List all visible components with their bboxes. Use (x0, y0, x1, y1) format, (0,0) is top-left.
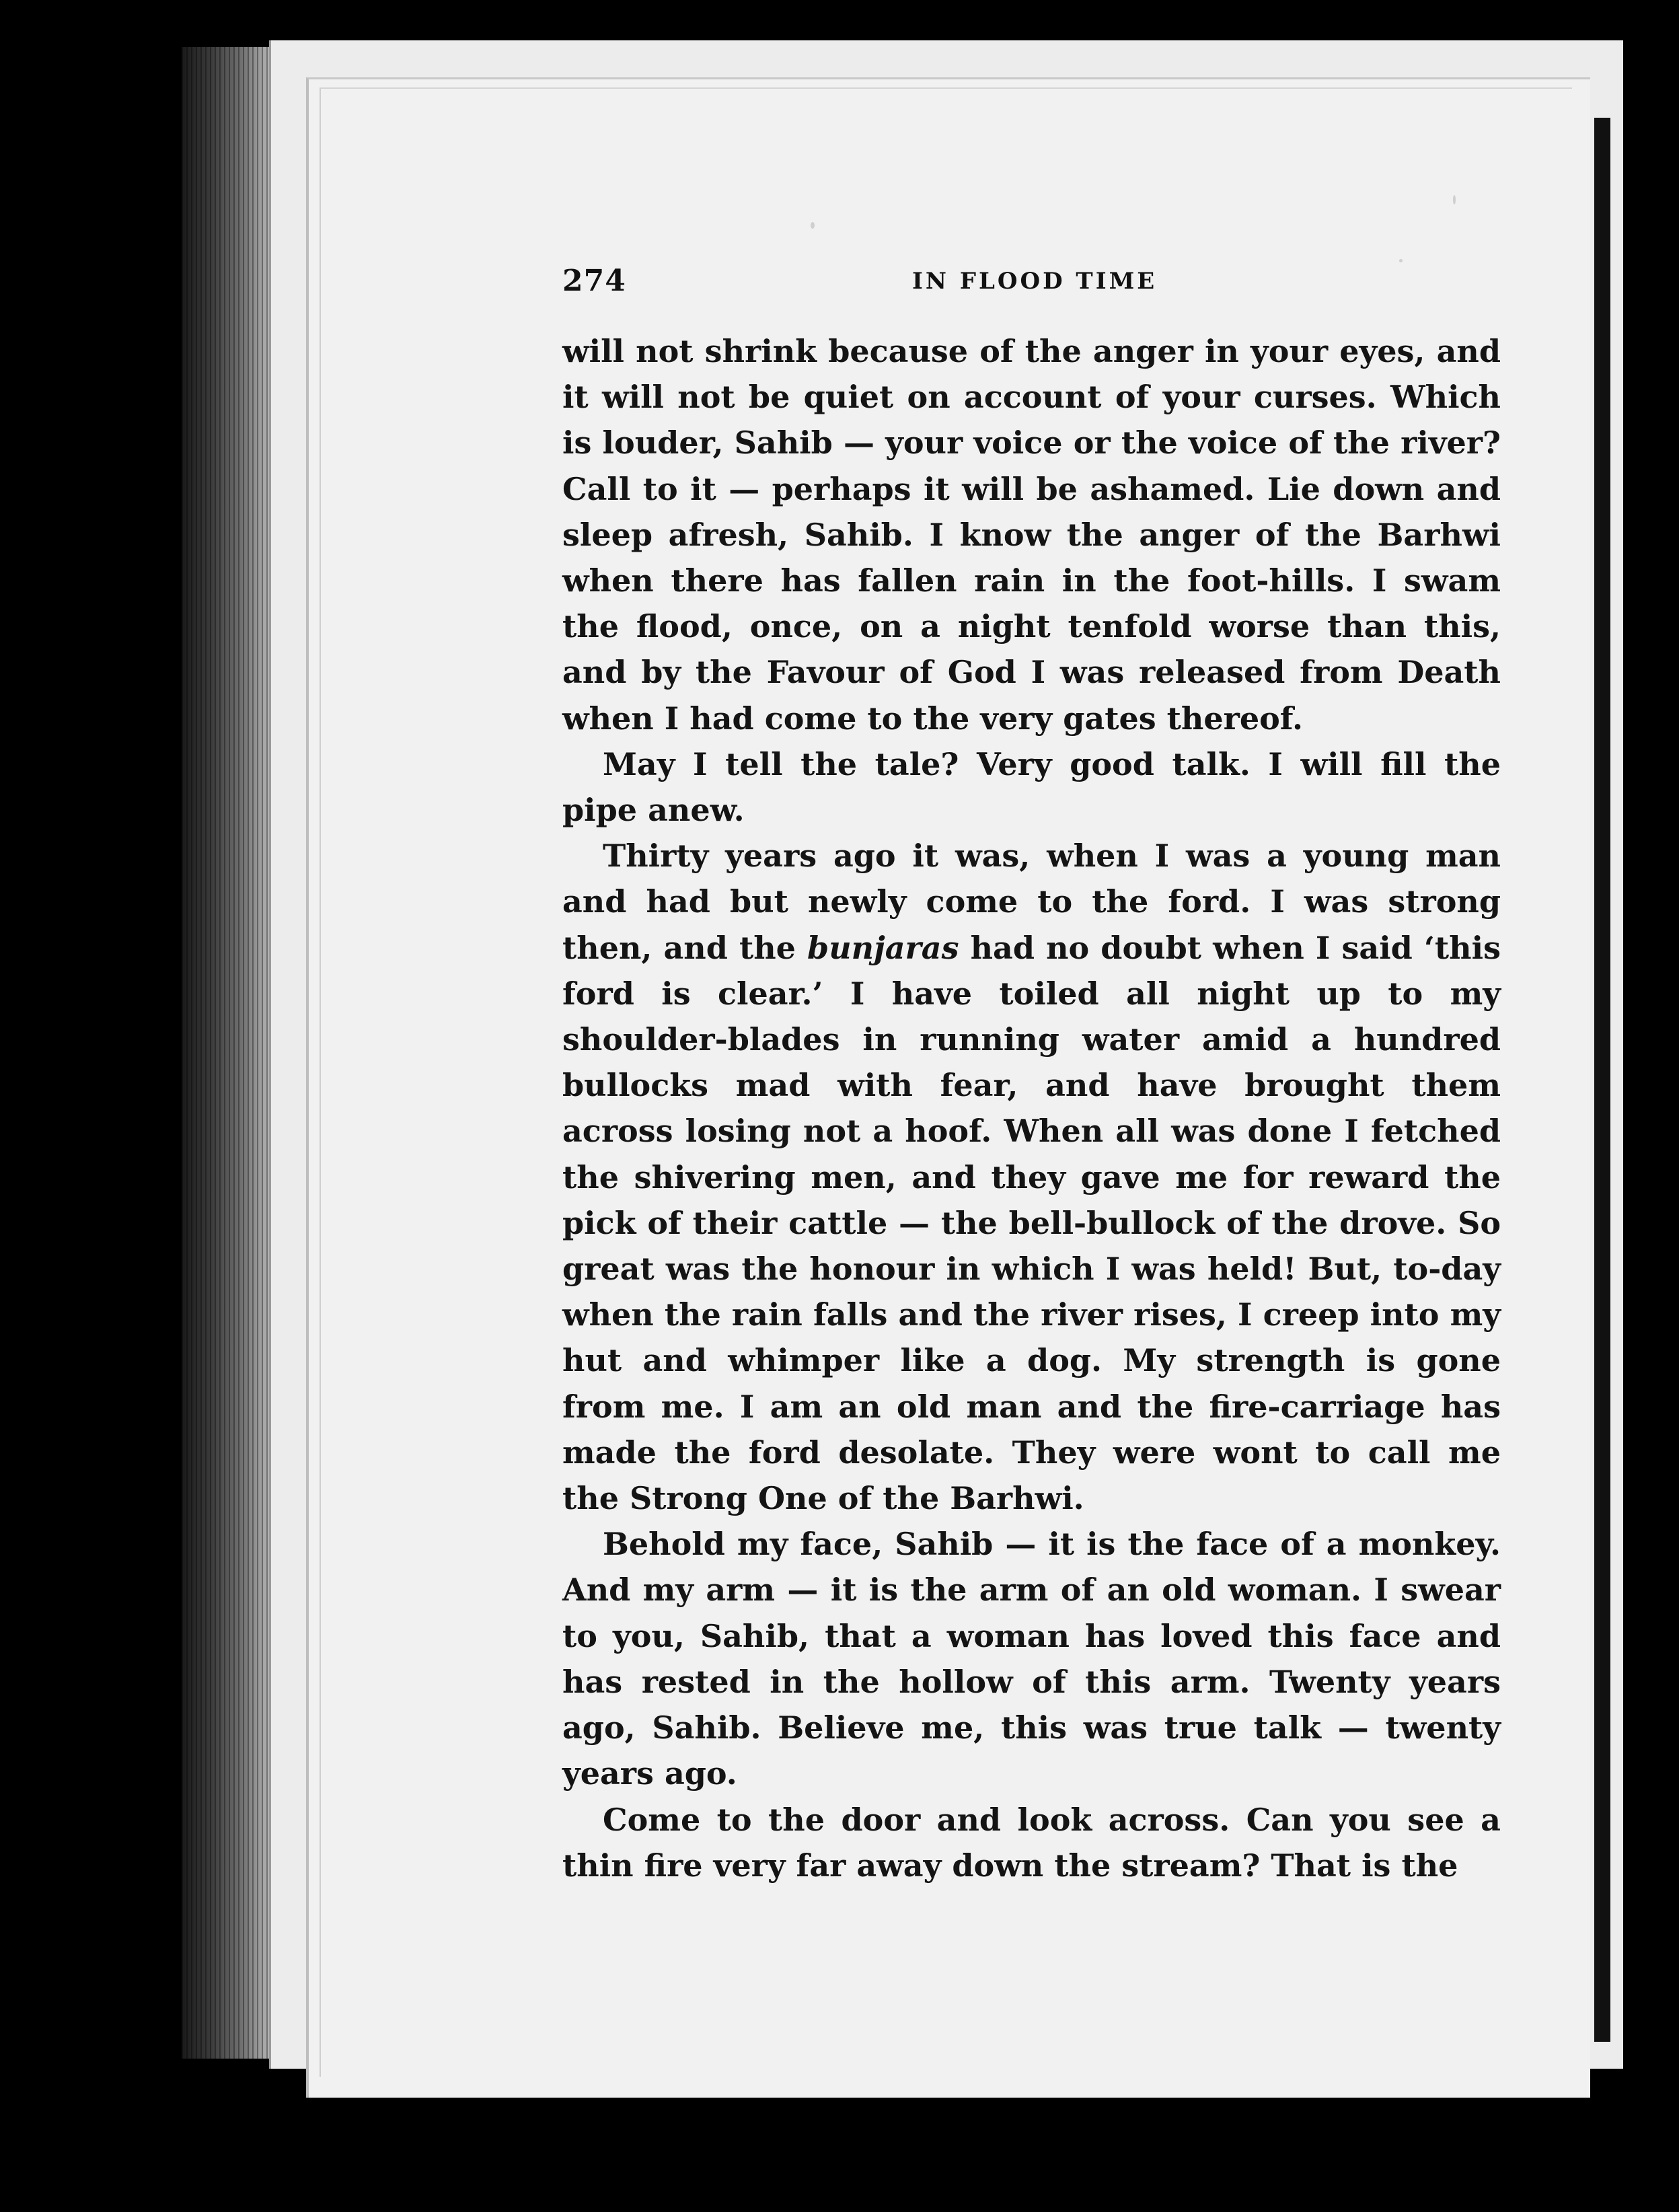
paragraph: Come to the door and look across. Can you see a thin fire very far away down the stream? That is the (562, 1801, 1501, 1884)
running-head-title: IN FLOOD TIME (912, 268, 1158, 295)
body-text (562, 328, 1501, 1888)
paragraph-ford (562, 833, 1501, 1521)
paragraph: Behold my face, Sahib — it is the face of a monkey. And my arm — it is the arm of an old woman. I swear to you, Sahib, that a woman has loved this face and has rested in the hollow of this arm. Twenty years ago, Sahib. Believe me, this was true talk — twenty years ago. (562, 1526, 1501, 1792)
dust-speck (1399, 259, 1403, 262)
paragraph-text: had no doubt when I said ‘this ford is clear.’ I have toiled all night up to my shoulder-blades in running water amid a hundred bullocks mad with fear, and have brought them across losing not a hoof. When all was done I fetched the shivering men, and they gave me for reward the pick of their cattle — the bell-bullock of the drove. So great was the honour in which I was held! But, to-day when the rain falls and the river rises, I creep into my hut and whimper like a dog. My strength is gone from me. I am an old man and the fire-carriage has made the ford desolate. They were wont to call me the Strong One of the Barhwi. (562, 929, 1501, 1517)
page-number: 274 (562, 264, 626, 298)
italic-word-bunjaras: bunjaras (807, 929, 959, 966)
binding-shadow (1594, 118, 1610, 2042)
dust-speck (811, 222, 815, 229)
paragraph: May I tell the tale? Very good talk. I will fill the pipe anew. (562, 745, 1501, 829)
paragraph-continued: will not shrink because of the anger in your eyes, and it will not be quiet on account of your curses. Which is louder, Sahib — your voice or the voice of the river? Call to it — perhaps it will be ashamed. Lie down and sleep afresh, Sahib. I know the anger of the Barhwi when there has fallen rain in the foot-hills. I swam the flood, once, on a night tenfold worse than this, and by the Favour of God I was released from Death when I had come to the very gates thereof. (562, 333, 1501, 737)
dust-speck (1453, 195, 1456, 205)
running-header (562, 264, 1497, 307)
paragraph-text: Thirty years ago it was, when I was a young man and had but newly come to the ford. I was strong then, and the (562, 838, 1501, 966)
